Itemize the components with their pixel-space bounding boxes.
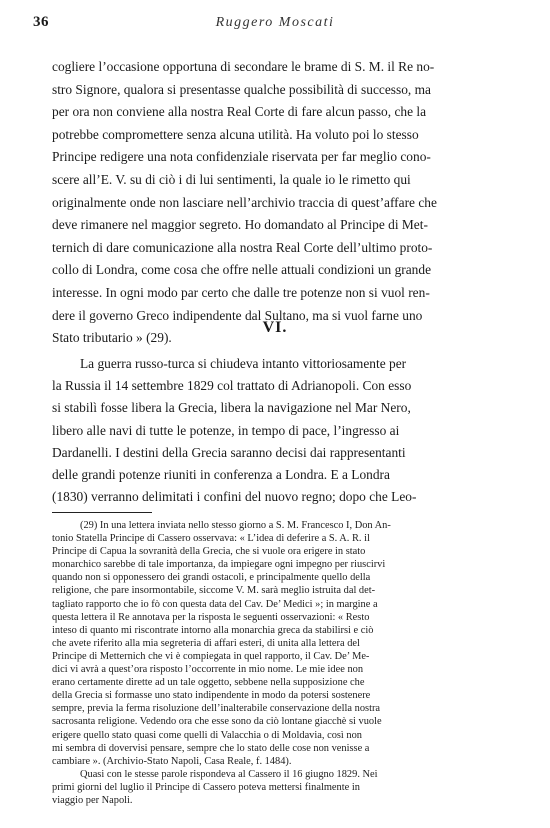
footnote-line: questa lettera il Re annotava per la risposta le seguenti osservazioni: « Resto (52, 611, 370, 623)
footnote-line: quando non si opponessero dei grandi ostacoli, e principalmente quello della (52, 572, 371, 584)
footnote-line: Principe di Capua la sovranità della Grecia, che si vuole ora erigere in stato (52, 546, 366, 558)
footnote-line: mi sembra di dovervisi pensare, sempre che lo stato delle cose non venisse a (52, 742, 370, 754)
footnote-line: tagliato rapporto che io fò con questa data del Cav. De’ Medici »; in margine a (52, 598, 378, 610)
footnote-line: cambiare ». (Archivio-Stato Napoli, Casa Reale, f. 1484). (52, 755, 292, 767)
text-line: originalmente onde non lasciare nell’archivio traccia di quest’affare che (52, 194, 437, 210)
paragraph-continued (52, 56, 515, 350)
running-head: Ruggero Moscati (215, 15, 335, 30)
footnote-line: tonio Statella Principe di Cassero osservava: « L’idea di deferire a S. A. R. il (52, 533, 370, 545)
footnote-line: religione, che pare insormontabile, siccome V. M. sarà meglio istruita dal det- (52, 585, 376, 597)
footnote-line: inteso di quanto mi riscontrate intorno alla monarchia greca da stabilirsi e ciò (52, 624, 374, 636)
text-line: ternich di dare comunicazione alla nostra Real Corte dell’ultimo proto- (52, 239, 433, 255)
text-line: Principe redigere una nota confidenziale riservata per far meglio cono- (52, 149, 431, 165)
footnote-line: Principe di Metternich che vi è compiegata in quel rapporto, il Cav. De’ Me- (52, 650, 370, 662)
text-line: interesse. In ogni modo par certo che dalle tre potenze non si vuol ren- (52, 284, 430, 300)
text-line: per ora non conviene alla nostra Real Corte di fare alcun passo, che la (52, 104, 427, 120)
text-line: Dardanelli. I destini della Grecia saranno decisi dai rappresentanti (52, 444, 406, 460)
page-header (33, 14, 517, 32)
text-line: stro Signore, qualora si presentasse qualche possibilità di successo, ma (52, 81, 431, 97)
text-line: Stato tributario » (29). (52, 330, 172, 346)
section-paragraph (52, 353, 515, 508)
footnote-rule (52, 512, 152, 513)
footnote-line: sempre, previa la ferma risoluzione dell’inalterabile conservazione della nostra (52, 703, 381, 715)
footnote-line: della Grecia si formasse uno stato indipendente in modo da potersi sostenere (52, 690, 371, 702)
text-line: collo di Londra, come cosa che offre nelle attuali condizioni un grande (52, 262, 432, 278)
text-line: dere il governo Greco indipendente dal Sultano, ma si vuol farne uno (52, 307, 423, 323)
footnote-line: Quasi con le stesse parole rispondeva al Cassero il 16 giugno 1829. Nei (80, 768, 378, 780)
footnotes (52, 519, 518, 807)
footnote-line: che avete riferito alla mia segreteria di affari esteri, di unita alla lettera del (52, 637, 360, 649)
footnote-line: (29) In una lettera inviata nello stesso giorno a S. M. Francesco I, Don An- (80, 520, 391, 531)
text-line: delle grandi potenze riuniti in conferenza a Londra. E a Londra (52, 467, 390, 483)
text-line: scere all’E. V. su di ciò i di lui sentimenti, la quale io le rimetto qui (52, 171, 411, 187)
text-line: (1830) verranno delimitati i confini del nuovo regno; dopo che Leo- (52, 489, 417, 505)
text-line: cogliere l’occasione opportuna di secondare le brame di S. M. il Re no- (52, 59, 435, 74)
footnote-line: primi giorni del luglio il Principe di Cassero poteva mettersi finalmente in (52, 781, 360, 793)
footnote-line: monarchico sarebbe di tale importanza, da impiegare ogni impegno per riuscirvi (52, 559, 386, 571)
text-line: libero alle navi di tutte le potenze, in tempo di pace, l’ingresso ai (52, 422, 400, 438)
footnote-line: erano certamente dirette ad un tale oggetto, sebbene nella supposizione che (52, 677, 365, 689)
text-line: deve rimanere nel maggior segreto. Ho domandato al Principe di Met- (52, 217, 428, 233)
section-heading: VI. (262, 319, 288, 336)
footnote-line: erigere quello stato quasi come quelli di Valacchia o di Moldavia, così non (52, 729, 362, 741)
text-line: la Russia il 14 settembre 1829 col trattato di Adrianopoli. Con esso (52, 378, 412, 394)
footnote-line: dici vi avrà a quest’ora risposto l’occorrente in mio nome. Le mie idee non (52, 664, 364, 676)
text-line: La guerra russo-turca si chiudeva intanto vittoriosamente per (80, 356, 407, 371)
page-number: 36 (33, 14, 49, 30)
text-line: si stabilì fosse libera la Grecia, libera la navigazione nel Mar Nero, (52, 400, 411, 416)
footnote-line: viaggio per Napoli. (52, 794, 133, 806)
footnote-line: sacrosanta religione. Vedendo ora che esse sono da ciò lontane giacchè si vuole (52, 716, 382, 728)
text-line: potrebbe compromettere senza alcuna utilità. Ha voluto poi lo stesso (52, 126, 419, 142)
